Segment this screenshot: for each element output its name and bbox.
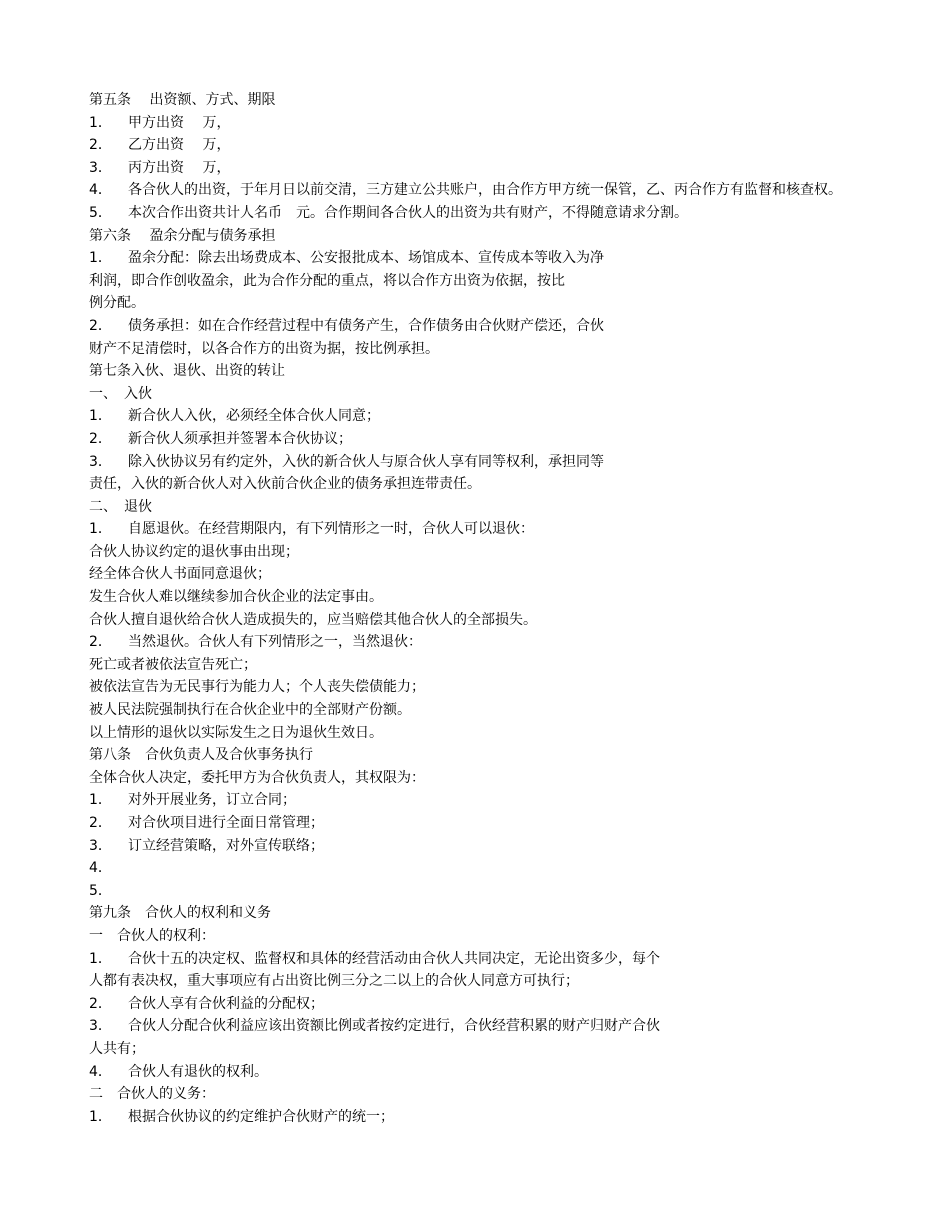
list-item bbox=[89, 993, 950, 1016]
item-number: 2． bbox=[89, 995, 112, 1012]
item-number: 5． bbox=[89, 882, 112, 899]
list-item bbox=[89, 1106, 950, 1129]
paragraph-line: 利润，即合作创收盈余，此为合作分配的重点，将以合作方出资为依据，按比 bbox=[89, 272, 565, 289]
list-item bbox=[89, 428, 950, 451]
paragraph-line: 全体合伙人决定，委托甲方为合伙负责人，其权限为： bbox=[89, 769, 425, 786]
item-number: 3． bbox=[89, 837, 112, 854]
subsection-heading: 二 合伙人的义务： bbox=[89, 1086, 215, 1103]
item-number: 4． bbox=[89, 182, 112, 199]
item-number: 2． bbox=[89, 815, 112, 831]
item-text: 甲方出资 万， bbox=[128, 114, 231, 131]
paragraph-line: 例分配。 bbox=[89, 295, 145, 312]
list-item bbox=[89, 1015, 950, 1038]
list-item bbox=[89, 134, 950, 157]
item-number: 2． bbox=[89, 137, 112, 154]
item-number: 3． bbox=[89, 159, 112, 176]
paragraph-line: 合伙人协议约定的退伙事由出现； bbox=[89, 543, 299, 560]
item-number: 1． bbox=[89, 250, 112, 267]
item-number: 2． bbox=[89, 317, 112, 334]
item-number: 3． bbox=[89, 453, 112, 470]
list-item bbox=[89, 157, 950, 180]
item-text: 对合伙项目进行全面日常管理； bbox=[128, 815, 324, 831]
paragraph-line: 被人民法院强制执行在合伙企业中的全部财产份额。 bbox=[89, 702, 411, 719]
list-item bbox=[89, 315, 950, 338]
paragraph-line: 死亡或者被依法宣告死亡； bbox=[89, 656, 257, 673]
paragraph-line: 发生合伙人难以继续参加合伙企业的法定事由。 bbox=[89, 589, 383, 606]
item-number: 2． bbox=[89, 430, 112, 447]
list-item bbox=[89, 880, 950, 903]
item-text: 订立经营策略，对外宣传联络； bbox=[128, 837, 324, 854]
list-item bbox=[89, 405, 950, 428]
item-number: 1． bbox=[89, 950, 112, 967]
list-item bbox=[89, 948, 950, 971]
section-8-title: 第八条 合伙负责人及合伙事务执行 bbox=[89, 747, 313, 764]
item-text: 债务承担：如在合作经营过程中有债务产生，合作债务由合伙财产偿还，合伙 bbox=[128, 317, 604, 334]
paragraph-line: 被依法宣告为无民事行为能力人；个人丧失偿债能力； bbox=[89, 679, 425, 696]
list-item bbox=[89, 789, 950, 812]
item-text: 盈余分配：除去出场费成本、公安报批成本、场馆成本、宣传成本等收入为净 bbox=[128, 250, 604, 267]
list-item bbox=[89, 518, 950, 541]
paragraph-line: 以上情形的退伙以实际发生之日为退伙生效日。 bbox=[89, 724, 383, 741]
item-number: 1． bbox=[89, 1108, 112, 1125]
item-text: 合伙人分配合伙利益应该出资额比例或者按约定进行，合伙经营积累的财产归财产合伙 bbox=[128, 1018, 660, 1035]
item-number: 1． bbox=[89, 114, 112, 131]
list-item bbox=[89, 1061, 950, 1084]
item-text: 合伙十五的决定权、监督权和具体的经营活动由合伙人共同决定，无论出资多少，每个 bbox=[128, 950, 660, 967]
item-text: 合伙人享有合伙利益的分配权； bbox=[128, 995, 324, 1012]
subsection-heading: 一、 入伙 bbox=[89, 385, 152, 402]
list-item bbox=[89, 631, 950, 654]
list-item bbox=[89, 812, 950, 835]
subsection-heading: 二、 退伙 bbox=[89, 498, 152, 515]
section-9-title: 第九条 合伙人的权利和义务 bbox=[89, 905, 271, 922]
list-item bbox=[89, 202, 950, 225]
section-6-title: 第六条 盈余分配与债务承担 bbox=[89, 227, 276, 244]
item-text: 各合伙人的出资，于年月日以前交清，三方建立公共账户，由合作方甲方统一保管，乙、丙合作方有监督和核查权。 bbox=[128, 182, 842, 199]
item-number: 1． bbox=[89, 408, 112, 425]
section-5-title: 第五条 出资额、方式、期限 bbox=[89, 92, 276, 108]
section-7-title: 第七条入伙、退伙、出资的转让 bbox=[89, 363, 285, 380]
paragraph-line: 人都有表决权，重大事项应有占出资比例三分之二以上的合伙人同意方可执行； bbox=[89, 973, 579, 990]
item-text: 合伙人有退伙的权利。 bbox=[128, 1063, 268, 1080]
item-number: 2． bbox=[89, 634, 112, 651]
item-number: 1． bbox=[89, 521, 112, 538]
paragraph-line: 经全体合伙人书面同意退伙； bbox=[89, 566, 271, 583]
item-text: 本次合作出资共计人名币 元。合作期间各合伙人的出资为共有财产，不得随意请求分割。 bbox=[128, 204, 688, 221]
paragraph-line: 责任，入伙的新合伙人对入伙前合伙企业的债务承担连带责任。 bbox=[89, 476, 481, 493]
item-number: 4． bbox=[89, 1063, 112, 1080]
item-text: 丙方出资 万， bbox=[128, 159, 231, 176]
item-number: 4． bbox=[89, 860, 112, 877]
item-number: 5． bbox=[89, 204, 112, 221]
item-number: 1． bbox=[89, 792, 112, 809]
list-item bbox=[89, 247, 950, 270]
paragraph-line: 人共有； bbox=[89, 1040, 145, 1057]
list-item bbox=[89, 451, 950, 474]
list-item bbox=[89, 179, 950, 202]
item-text: 当然退伙。合伙人有下列情形之一，当然退伙： bbox=[128, 634, 422, 651]
list-item bbox=[89, 857, 950, 880]
item-text: 根据合伙协议的约定维护合伙财产的统一； bbox=[128, 1108, 394, 1125]
paragraph-line: 合伙人擅自退伙给合伙人造成损失的，应当赔偿其他合伙人的全部损失。 bbox=[89, 611, 537, 628]
paragraph-line: 财产不足清偿时，以各合作方的出资为据，按比例承担。 bbox=[89, 340, 439, 357]
item-text: 对外开展业务，订立合同； bbox=[128, 792, 296, 809]
item-text: 乙方出资 万， bbox=[128, 137, 231, 154]
list-item bbox=[89, 835, 950, 858]
item-text: 自愿退伙。在经营期限内，有下列情形之一时，合伙人可以退伙： bbox=[128, 521, 534, 538]
item-text: 新合伙人入伙，必须经全体合伙人同意； bbox=[128, 408, 380, 425]
list-item bbox=[89, 112, 950, 135]
subsection-heading: 一 合伙人的权利： bbox=[89, 927, 215, 944]
item-text: 新合伙人须承担并签署本合伙协议； bbox=[128, 430, 352, 447]
item-number: 3． bbox=[89, 1018, 112, 1035]
item-text: 除入伙协议另有约定外，入伙的新合伙人与原合伙人享有同等权利，承担同等 bbox=[128, 453, 604, 470]
